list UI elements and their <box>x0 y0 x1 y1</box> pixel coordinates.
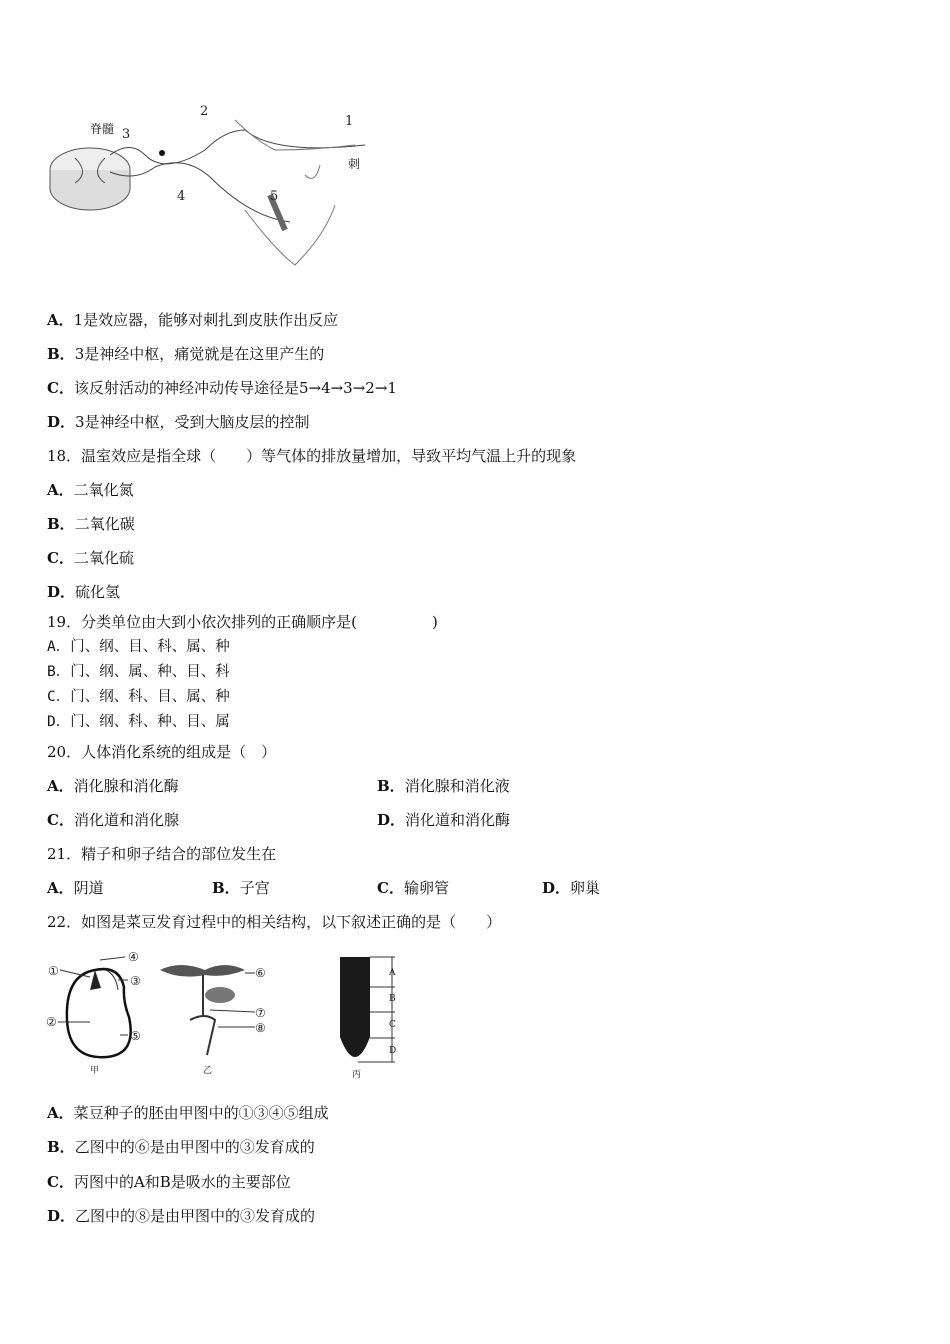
q17-option-a: A．1是效应器，能够对刺扎到皮肤作出反应 <box>47 311 339 329</box>
label-thorn: 刺 <box>348 157 361 171</box>
q17-option-d: D．3是神经中枢，受到大脑皮层的控制 <box>47 413 310 431</box>
label-spinal-cord: 脊髓 <box>90 122 115 136</box>
q20-option-b: B．消化腺和消化液 <box>377 777 510 795</box>
label-4: 4 <box>177 189 186 204</box>
q22-option-b: B．乙图中的⑥是由甲图中的③发育成的 <box>47 1138 315 1156</box>
q22-stem: 22．如图是菜豆发育过程中的相关结构，以下叙述正确的是（ ） <box>47 913 502 931</box>
label-1: 1 <box>345 114 354 129</box>
reflex-arc-figure <box>45 100 375 275</box>
q18-option-b: B．二氧化碳 <box>47 515 135 533</box>
q18-option-c: C．二氧化硫 <box>47 549 134 567</box>
q19-stem: 19．分类单位由大到小依次排列的正确顺序是( ) <box>47 613 438 631</box>
label-6: ⑥ <box>255 966 266 980</box>
q17-option-c: C．该反射活动的神经冲动传导途径是5→4→3→2→1 <box>47 379 397 397</box>
q19-option-d: D．门、纲、科、种、目、属 <box>47 714 230 730</box>
q20-stem: 20．人体消化系统的组成是（ ） <box>47 743 277 761</box>
q19-option-a: A．门、纲、目、科、属、种 <box>47 639 230 655</box>
label-2: ② <box>46 1015 57 1029</box>
label-3: 3 <box>122 127 131 142</box>
bean-development-figure <box>40 945 420 1085</box>
q21-stem: 21．精子和卵子结合的部位发生在 <box>47 845 277 863</box>
q21-option-a: A．阴道 <box>47 879 104 897</box>
label-3: ③ <box>130 974 141 988</box>
q22-option-c: C．丙图中的A和B是吸水的主要部位 <box>47 1173 291 1191</box>
q20-option-d: D．消化道和消化酶 <box>377 811 511 829</box>
q18-stem: 18．温室效应是指全球（ ）等气体的排放量增加，导致平均气温上升的现象 <box>47 447 577 465</box>
zone-c: C <box>389 1020 396 1030</box>
q18-option-a: A．二氧化氮 <box>47 481 134 499</box>
label-1: ① <box>48 964 59 978</box>
label-7: ⑦ <box>255 1006 266 1020</box>
label-5: ⑤ <box>130 1029 141 1043</box>
q20-option-c: C．消化道和消化腺 <box>47 811 179 829</box>
q19-option-c: C．门、纲、科、目、属、种 <box>47 689 230 705</box>
q22-option-d: D．乙图中的⑧是由甲图中的③发育成的 <box>47 1207 316 1225</box>
caption-bing: 丙 <box>352 1070 362 1080</box>
label-8: ⑧ <box>255 1021 266 1035</box>
q17-option-b: B．3是神经中枢，痛觉就是在这里产生的 <box>47 345 325 363</box>
caption-jia: 甲 <box>90 1066 100 1076</box>
zone-b: B <box>389 994 396 1004</box>
label-2: 2 <box>200 104 209 119</box>
q18-option-d: D．硫化氢 <box>47 583 121 601</box>
q22-option-a: A．菜豆种子的胚由甲图中的①③④⑤组成 <box>47 1104 329 1122</box>
q21-option-c: C．输卵管 <box>377 879 449 897</box>
q19-option-b: B．门、纲、属、种、目、科 <box>47 664 230 680</box>
zone-d: D <box>389 1046 397 1056</box>
q21-option-b: B．子宫 <box>212 879 270 897</box>
label-5: 5 <box>270 189 279 204</box>
label-4: ④ <box>128 950 139 964</box>
q20-option-a: A．消化腺和消化酶 <box>47 777 179 795</box>
caption-yi: 乙 <box>203 1066 213 1076</box>
zone-a: A <box>389 968 396 978</box>
q21-option-d: D．卵巢 <box>542 879 601 897</box>
